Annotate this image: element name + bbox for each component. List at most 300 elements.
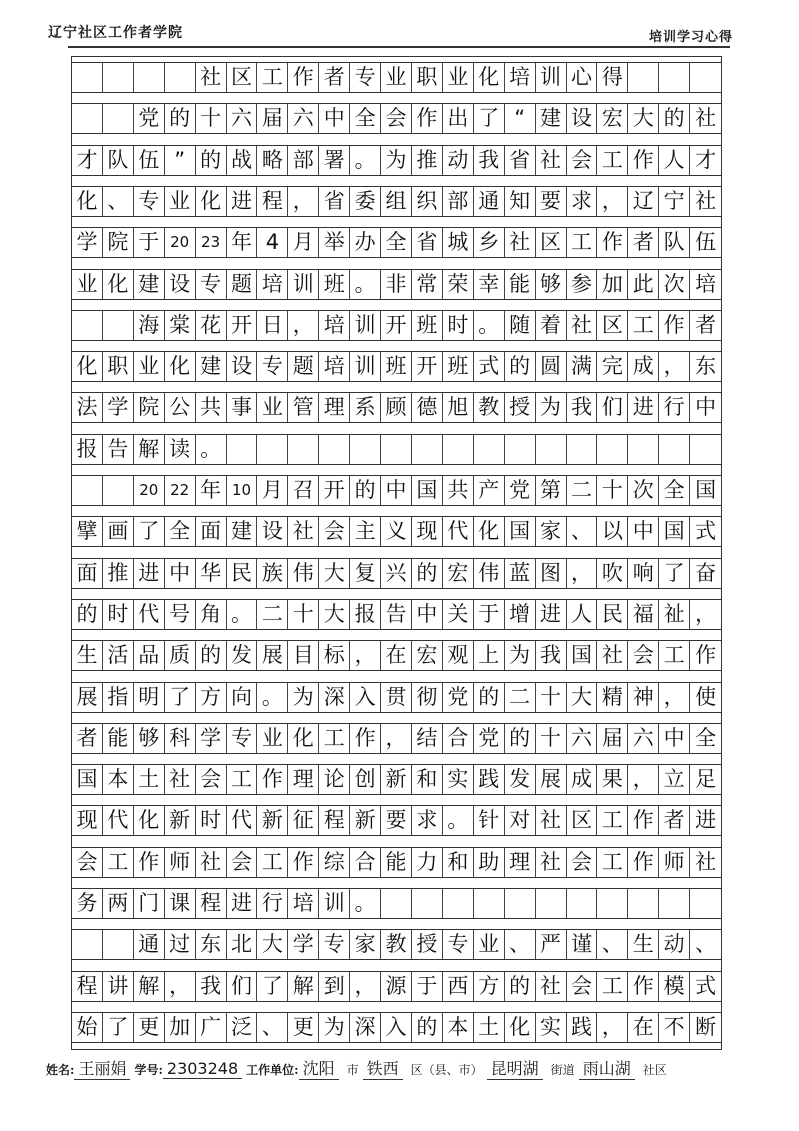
grid-cell: 工 — [227, 765, 258, 794]
grid-cell — [165, 63, 196, 92]
grid-cell: 土 — [134, 765, 165, 794]
grid-cell: 目 — [288, 641, 319, 670]
grid-cell: 工 — [567, 228, 598, 257]
grid-cell: 20 — [134, 476, 165, 505]
grid-cell — [103, 104, 134, 133]
grid-cell: 社 — [567, 311, 598, 340]
grid-cell: 学 — [288, 930, 319, 959]
grid-cell: 广 — [196, 1013, 227, 1042]
essay-line — [72, 971, 721, 1002]
grid-cell: 日 — [257, 311, 288, 340]
grid-cell: 进 — [628, 393, 659, 422]
grid-cell: 队 — [103, 146, 134, 175]
grid-cell: 业 — [443, 63, 474, 92]
grid-cell: 中 — [412, 600, 443, 629]
essay-line — [72, 103, 721, 134]
grid-cell: 宁 — [659, 187, 690, 216]
grid-cell: 助 — [474, 848, 505, 877]
grid-cell: 响 — [628, 559, 659, 588]
grid-cell: 标 — [319, 641, 350, 670]
grid-cell: 更 — [288, 1013, 319, 1042]
grid-cell: 非 — [381, 270, 412, 299]
grid-cell: 了 — [659, 559, 690, 588]
grid-cell: 业 — [257, 393, 288, 422]
grid-cell: 中 — [319, 104, 350, 133]
grid-cell: 次 — [659, 270, 690, 299]
grid-cell: 祉 — [659, 600, 690, 629]
grid-cell: 解 — [134, 435, 165, 464]
grid-cell: 作 — [597, 228, 628, 257]
grid-cell: 品 — [134, 641, 165, 670]
grid-cell: 作 — [412, 104, 443, 133]
grid-cell: 活 — [103, 641, 134, 670]
grid-cell: 伟 — [288, 559, 319, 588]
grid-cell: 发 — [505, 765, 536, 794]
grid-cell: 乡 — [474, 228, 505, 257]
grid-cell — [474, 889, 505, 918]
grid-cell: 完 — [597, 352, 628, 381]
grid-cell: 专 — [227, 724, 258, 753]
grid-cell: 代 — [103, 806, 134, 835]
grid-cell: 加 — [597, 270, 628, 299]
grid-cell: 设 — [165, 270, 196, 299]
grid-cell: 社 — [597, 641, 628, 670]
grid-cell: 式 — [474, 352, 505, 381]
grid-cell: 我 — [536, 641, 567, 670]
grid-cell: 。 — [227, 600, 258, 629]
grid-cell — [72, 311, 103, 340]
grid-cell: 着 — [536, 311, 567, 340]
grid-cell: 解 — [288, 972, 319, 1001]
grid-cell: 4 — [257, 228, 288, 257]
grid-cell: 动 — [659, 930, 690, 959]
street-suffix: 街道 — [550, 1063, 575, 1077]
grid-cell — [72, 63, 103, 92]
grid-cell: 要 — [381, 806, 412, 835]
grid-cell: 。 — [443, 806, 474, 835]
grid-cell: 工 — [659, 641, 690, 670]
grid-cell: 训 — [288, 270, 319, 299]
grid-cell: 、 — [567, 517, 598, 546]
grid-cell: 月 — [288, 228, 319, 257]
essay-line — [72, 269, 721, 300]
grid-cell: 大 — [628, 104, 659, 133]
grid-cell: 共 — [443, 476, 474, 505]
essay-line — [72, 145, 721, 176]
grid-cell: 展 — [72, 683, 103, 712]
grid-cell: 专 — [134, 187, 165, 216]
student-id-label: 学号: — [134, 1063, 163, 1077]
grid-cell: 程 — [196, 889, 227, 918]
grid-cell: 对 — [505, 806, 536, 835]
grid-cell — [567, 435, 598, 464]
grid-cell: 国 — [505, 517, 536, 546]
essay-line — [72, 805, 721, 836]
grid-cell: 出 — [443, 104, 474, 133]
grid-cell: 告 — [381, 600, 412, 629]
grid-cell: ， — [288, 311, 319, 340]
grid-cell: 践 — [567, 1013, 598, 1042]
grid-cell: 加 — [165, 1013, 196, 1042]
grid-cell: 会 — [567, 848, 598, 877]
grid-cell: 训 — [536, 63, 567, 92]
grid-cell — [412, 435, 443, 464]
essay-line — [72, 682, 721, 713]
grid-cell: 作 — [134, 848, 165, 877]
grid-cell: 十 — [536, 724, 567, 753]
essay-line — [72, 475, 721, 506]
grid-cell: 工 — [597, 848, 628, 877]
city-value: 沈阳 — [299, 1056, 339, 1080]
grid-cell: 培 — [257, 270, 288, 299]
grid-cell: 源 — [381, 972, 412, 1001]
grid-cell: 战 — [227, 146, 258, 175]
grid-cell: 工 — [257, 848, 288, 877]
grid-cell: 告 — [103, 435, 134, 464]
grid-cell — [72, 104, 103, 133]
grid-cell: 会 — [567, 972, 598, 1001]
grid-cell: 社 — [505, 228, 536, 257]
grid-cell: 中 — [165, 559, 196, 588]
grid-cell: 培 — [319, 352, 350, 381]
grid-cell: 力 — [412, 848, 443, 877]
grid-cell: 法 — [72, 393, 103, 422]
grid-cell: 神 — [628, 683, 659, 712]
grid-cell: 社 — [288, 517, 319, 546]
grid-cell: 满 — [567, 352, 598, 381]
grid-cell: 代 — [134, 600, 165, 629]
grid-cell: 大 — [257, 930, 288, 959]
grid-cell: 方 — [474, 972, 505, 1001]
grid-cell: 深 — [350, 1013, 381, 1042]
essay-line — [72, 392, 721, 423]
grid-cell: 社 — [536, 848, 567, 877]
grid-cell: 十 — [196, 104, 227, 133]
essay-line — [72, 558, 721, 589]
name-value: 王丽娟 — [74, 1056, 130, 1080]
grid-cell: 社 — [695, 188, 717, 213]
grid-cell: 顾 — [381, 393, 412, 422]
essay-line — [72, 516, 721, 547]
grid-cell: 共 — [196, 393, 227, 422]
grid-cell: 民 — [227, 559, 258, 588]
grid-cell: 专 — [257, 352, 288, 381]
essay-line — [72, 1012, 721, 1043]
grid-cell: 化 — [474, 63, 505, 92]
grid-cell: 。 — [474, 311, 505, 340]
grid-cell: 社 — [695, 849, 717, 874]
grid-cell: 化 — [165, 352, 196, 381]
grid-cell — [319, 435, 350, 464]
grid-cell — [505, 889, 536, 918]
grid-cell: 为 — [536, 393, 567, 422]
grid-cell: 大 — [567, 683, 598, 712]
grid-cell: 的 — [165, 104, 196, 133]
grid-cell: 部 — [443, 187, 474, 216]
grid-cell: 角 — [196, 600, 227, 629]
grid-cell: 德 — [412, 393, 443, 422]
student-id-value: 2303248 — [163, 1059, 242, 1079]
grid-cell: 业 — [134, 352, 165, 381]
grid-cell — [628, 435, 659, 464]
grid-cell: 织 — [412, 187, 443, 216]
grid-cell — [350, 435, 381, 464]
grid-cell: 过 — [165, 930, 196, 959]
grid-cell: 六 — [628, 724, 659, 753]
grid-cell: 行 — [257, 889, 288, 918]
grid-cell: 推 — [412, 146, 443, 175]
grid-cell: 生 — [72, 641, 103, 670]
grid-cell: 此 — [628, 270, 659, 299]
grid-cell: 者 — [628, 228, 659, 257]
grid-cell: 北 — [227, 930, 258, 959]
grid-cell: 中 — [381, 476, 412, 505]
grid-cell: 培 — [288, 889, 319, 918]
grid-cell: 中 — [628, 517, 659, 546]
grid-cell: 的 — [474, 683, 505, 712]
header-divider — [68, 46, 730, 48]
grid-cell: 为 — [381, 146, 412, 175]
grid-cell: 知 — [505, 187, 536, 216]
grid-cell: 学 — [196, 724, 227, 753]
grid-cell: 社 — [695, 106, 717, 131]
grid-cell: 义 — [381, 517, 412, 546]
grid-cell: 、 — [257, 1013, 288, 1042]
district-suffix: 区（县、市） — [410, 1063, 483, 1077]
grid-cell: 区 — [227, 63, 258, 92]
grid-cell: 土 — [474, 1013, 505, 1042]
grid-cell — [134, 63, 165, 92]
grid-cell: 代 — [443, 517, 474, 546]
grid-cell — [257, 435, 288, 464]
grid-cell: 号 — [165, 600, 196, 629]
grid-cell: 福 — [628, 600, 659, 629]
grid-cell: 式 — [695, 973, 717, 998]
grid-cell: 能 — [505, 270, 536, 299]
grid-cell — [103, 930, 134, 959]
grid-cell: 作 — [288, 848, 319, 877]
grid-cell: 推 — [103, 559, 134, 588]
grid-cell: 务 — [72, 889, 103, 918]
grid-cell: 关 — [443, 600, 474, 629]
grid-cell: 社 — [536, 146, 567, 175]
grid-cell: 作 — [628, 972, 659, 1001]
grid-cell: 成 — [628, 352, 659, 381]
grid-cell: 更 — [134, 1013, 165, 1042]
grid-cell: 生 — [628, 930, 659, 959]
grid-cell: 明 — [134, 683, 165, 712]
grid-cell: 两 — [103, 889, 134, 918]
grid-cell: 中 — [659, 724, 690, 753]
grid-cell: 发 — [227, 641, 258, 670]
grid-cell: 者 — [72, 724, 103, 753]
grid-cell: 我 — [567, 393, 598, 422]
grid-cell: 会 — [567, 146, 598, 175]
grid-cell: 省 — [505, 146, 536, 175]
grid-cell: 班 — [319, 270, 350, 299]
grid-cell: 区 — [536, 228, 567, 257]
district-value: 铁西 — [363, 1056, 403, 1080]
grid-cell: 略 — [257, 146, 288, 175]
grid-cell: 作 — [628, 146, 659, 175]
grid-cell: 的 — [505, 972, 536, 1001]
essay-line — [72, 599, 721, 630]
grid-cell: 区 — [597, 311, 628, 340]
grid-cell — [412, 889, 443, 918]
grid-cell: 始 — [72, 1013, 103, 1042]
grid-cell — [659, 889, 690, 918]
grid-cell: 在 — [381, 641, 412, 670]
grid-cell: 国 — [695, 478, 717, 502]
school-name: 辽宁社区工作者学院 — [48, 25, 183, 41]
grid-cell: 二 — [257, 600, 288, 629]
grid-cell: 院 — [134, 393, 165, 422]
grid-cell: 人 — [567, 600, 598, 629]
grid-cell: 月 — [257, 476, 288, 505]
city-suffix: 市 — [346, 1063, 359, 1077]
grid-cell: 以 — [597, 517, 628, 546]
grid-cell: 作 — [257, 765, 288, 794]
grid-cell: 化 — [103, 270, 134, 299]
grid-cell: 训 — [350, 311, 381, 340]
grid-cell: 工 — [597, 972, 628, 1001]
grid-cell: 部 — [288, 146, 319, 175]
essay-line — [72, 62, 721, 93]
grid-cell: 科 — [165, 724, 196, 753]
grid-cell: 通 — [134, 930, 165, 959]
grid-cell: 六 — [288, 104, 319, 133]
grid-cell: 专 — [443, 930, 474, 959]
name-label: 姓名: — [46, 1063, 75, 1077]
grid-cell: 十 — [536, 683, 567, 712]
grid-cell: 解 — [134, 972, 165, 1001]
grid-cell: 队 — [659, 228, 690, 257]
essay-line — [72, 186, 721, 217]
grid-cell: 开 — [412, 352, 443, 381]
grid-cell: 大 — [319, 600, 350, 629]
grid-cell: 者 — [319, 63, 350, 92]
grid-cell: 精 — [597, 683, 628, 712]
grid-cell: 为 — [288, 683, 319, 712]
essay-line — [72, 351, 721, 382]
grid-cell: ， — [288, 187, 319, 216]
grid-cell: 立 — [659, 765, 690, 794]
grid-cell — [536, 435, 567, 464]
grid-cell — [690, 435, 721, 464]
grid-cell: 作 — [695, 643, 717, 668]
grid-cell: 主 — [350, 517, 381, 546]
grid-cell: 学 — [103, 393, 134, 422]
grid-cell: 了 — [257, 972, 288, 1001]
grid-cell: 奋 — [695, 560, 717, 585]
grid-cell: 业 — [381, 63, 412, 92]
grid-cell: 举 — [319, 228, 350, 257]
grid-cell: 现 — [412, 517, 443, 546]
grid-cell: 了 — [134, 517, 165, 546]
grid-cell: 宏 — [443, 559, 474, 588]
grid-cell: 业 — [474, 930, 505, 959]
grid-cell: 二 — [505, 683, 536, 712]
grid-cell: 指 — [103, 683, 134, 712]
grid-cell: 业 — [165, 187, 196, 216]
grid-cell: 公 — [165, 393, 196, 422]
grid-cell: 社 — [165, 765, 196, 794]
grid-cell: 党 — [134, 104, 165, 133]
grid-cell: 我 — [196, 972, 227, 1001]
grid-cell: 宏 — [412, 641, 443, 670]
grid-cell: 和 — [412, 765, 443, 794]
grid-cell: 观 — [443, 641, 474, 670]
grid-cell: 报 — [72, 435, 103, 464]
grid-cell: 时 — [443, 311, 474, 340]
grid-cell: 十 — [597, 476, 628, 505]
grid-cell: 面 — [196, 517, 227, 546]
grid-cell: 第 — [536, 476, 567, 505]
grid-cell: 兴 — [381, 559, 412, 588]
grid-cell: 进 — [695, 808, 717, 833]
footer-info — [46, 1056, 671, 1080]
essay-grid-sheet — [71, 56, 722, 1050]
grid-cell: 的 — [505, 352, 536, 381]
grid-cell: 管 — [288, 393, 319, 422]
grid-cell: 业 — [257, 724, 288, 753]
grid-cell: 参 — [567, 270, 598, 299]
grid-cell: 程 — [72, 972, 103, 1001]
grid-cell: 方 — [196, 683, 227, 712]
essay-line — [72, 434, 721, 465]
grid-cell: 产 — [474, 476, 505, 505]
grid-cell: 题 — [288, 352, 319, 381]
grid-cell: 的 — [196, 641, 227, 670]
grid-cell: 会 — [381, 104, 412, 133]
grid-cell: 时 — [196, 806, 227, 835]
grid-cell: 深 — [319, 683, 350, 712]
grid-cell: 心 — [567, 63, 598, 92]
work-unit-label: 工作单位: — [246, 1063, 299, 1077]
grid-cell: 向 — [227, 683, 258, 712]
grid-cell — [505, 435, 536, 464]
grid-cell: 于 — [134, 228, 165, 257]
grid-cell: 新 — [257, 806, 288, 835]
grid-cell: 东 — [196, 930, 227, 959]
grid-cell: 使 — [695, 684, 717, 709]
grid-cell: 图 — [536, 559, 567, 588]
grid-cell: 工 — [628, 311, 659, 340]
grid-cell: 师 — [659, 848, 690, 877]
grid-cell: 十 — [288, 600, 319, 629]
grid-cell — [597, 889, 628, 918]
grid-cell: ， — [597, 1013, 628, 1042]
grid-cell: 展 — [257, 641, 288, 670]
grid-cell: 国 — [72, 765, 103, 794]
grid-cell: 党 — [474, 724, 505, 753]
grid-cell: 办 — [350, 228, 381, 257]
grid-cell: 建 — [227, 517, 258, 546]
grid-cell: 为 — [319, 1013, 350, 1042]
grid-cell: 设 — [227, 352, 258, 381]
grid-cell: 为 — [505, 641, 536, 670]
essay-line — [72, 723, 721, 754]
grid-cell: 们 — [597, 393, 628, 422]
essay-line — [72, 310, 721, 341]
grid-cell: 征 — [288, 806, 319, 835]
grid-cell: 华 — [196, 559, 227, 588]
grid-cell: 化 — [72, 187, 103, 216]
grid-cell: 的 — [505, 724, 536, 753]
grid-cell: 中 — [695, 395, 717, 420]
grid-cell: 严 — [536, 930, 567, 959]
grid-cell: ， — [567, 559, 598, 588]
